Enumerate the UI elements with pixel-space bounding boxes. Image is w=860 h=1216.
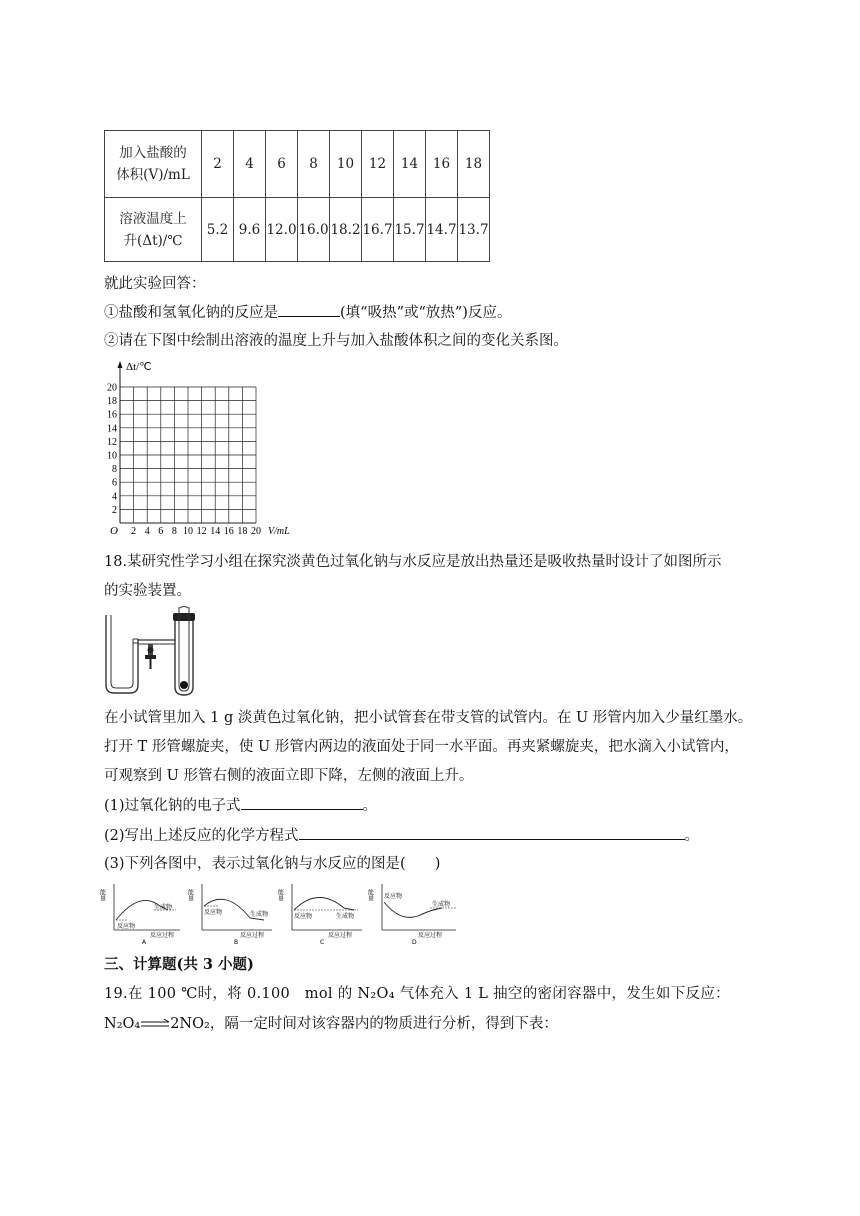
table-cell: 16.0: [298, 198, 330, 262]
x-tick-label: 18: [237, 526, 248, 537]
svg-text:反应过程: 反应过程: [240, 932, 265, 939]
question-18-line1: 18.某研究性学习小组在探究淡黄色过氧化钠与水反应是放出热量还是吸收热量时设计了如图所示: [104, 554, 722, 570]
answer-blank[interactable]: [241, 795, 363, 810]
svg-text:反应物: 反应物: [204, 909, 223, 916]
table-cell: 16.7: [362, 198, 394, 262]
svg-text:生成物: 生成物: [336, 913, 355, 920]
svg-text:生成物: 生成物: [250, 911, 269, 918]
answer-blank[interactable]: [278, 302, 340, 317]
row-header: 溶液温度上 升(Δt)/℃: [105, 198, 202, 262]
table-cell: 5.2: [202, 198, 234, 262]
x-tick-label: 16: [223, 526, 234, 537]
svg-text:D: D: [412, 939, 417, 946]
y-tick-label: 10: [107, 450, 117, 462]
energy-diagram-a: [99, 884, 181, 946]
x-tick-labels: [131, 526, 261, 537]
svg-text:反应过程: 反应过程: [418, 932, 443, 939]
apparatus-diagram: [102, 607, 202, 699]
y-axis-arrow: [118, 361, 123, 368]
table-cell: 8: [298, 131, 330, 198]
section-title: 三、计算题(共 3 小题): [104, 956, 254, 973]
intro-text: 就此实验回答：: [104, 276, 206, 292]
data-table: [104, 130, 490, 262]
svg-text:反应过程: 反应过程: [150, 932, 175, 939]
y-tick-labels: [107, 383, 117, 516]
y-tick-label: 8: [112, 464, 117, 476]
table-cell: 4: [234, 131, 266, 198]
y-tick-label: 16: [107, 409, 117, 421]
question-2: ②请在下图中绘制出溶液的温度上升与加入盐酸体积之间的变化关系图。: [104, 333, 568, 349]
question-19-line1: 19.在 100 ℃时，将 0.100 mol 的 N₂O₄ 气体充入 1 L 抽空的密闭容器中，发生如下反应：: [104, 986, 730, 1002]
table-row: [105, 131, 490, 198]
subquestion-3: (3)下列各图中，表示过氧化钠与水反应的图是( ): [104, 856, 441, 872]
x-tick-label: 8: [171, 526, 177, 537]
energy-diagram-c: [277, 884, 363, 946]
y-tick-label: 18: [107, 396, 117, 408]
svg-text:生成物: 生成物: [432, 901, 451, 908]
paragraph-line2: 打开 T 形管螺旋夹，使 U 形管内两边的液面处于同一水平面。再夹紧螺旋夹，把水滴入小试管内，: [104, 739, 739, 755]
subquestion-2: (2)写出上述反应的化学方程式 。: [104, 825, 699, 846]
svg-text:生成物: 生成物: [154, 904, 173, 911]
svg-text:反应物: 反应物: [117, 923, 136, 930]
x-tick-label: 20: [251, 526, 261, 537]
x-tick-label: 10: [183, 526, 193, 537]
svg-text:能量: 能量: [186, 889, 194, 901]
paragraph-line3: 可观察到 U 形管右侧的液面立即下降，左侧的液面上升。: [104, 768, 474, 784]
y-axis-label: Δt/℃: [126, 361, 152, 373]
question-19-line2: N₂O₄ 2NO₂，隔一定时间对该容器内的物质进行分析，得到下表：: [104, 1016, 558, 1032]
table-cell: 16: [426, 131, 458, 198]
svg-text:B: B: [234, 939, 239, 946]
table-cell: 15.7: [394, 198, 426, 262]
y-tick-label: 6: [112, 477, 117, 489]
y-tick-label: 12: [107, 436, 117, 448]
table-cell: 6: [266, 131, 298, 198]
svg-text:能量: 能量: [366, 889, 374, 901]
svg-text:反应物: 反应物: [384, 893, 403, 900]
y-tick-label: 14: [107, 423, 117, 435]
grid-lines: [120, 387, 256, 523]
x-tick-label: 4: [144, 526, 150, 537]
row-header: 加入盐酸的 体积(V)/mL: [105, 131, 202, 198]
table-cell: 10: [330, 131, 362, 198]
question-18-line2: 的实验装置。: [104, 583, 191, 599]
table-cell: 14: [394, 131, 426, 198]
temperature-grid: [100, 358, 310, 538]
x-axis-label: V/mL: [268, 526, 290, 537]
y-tick-label: 20: [107, 382, 117, 394]
equilibrium-arrow-icon: [140, 1018, 170, 1030]
y-tick-label: 4: [112, 491, 117, 503]
svg-text:C: C: [320, 939, 325, 946]
svg-text:反应物: 反应物: [294, 913, 313, 920]
table-cell: 18.2: [330, 198, 362, 262]
table-cell: 13.7: [458, 198, 490, 262]
svg-text:能量: 能量: [98, 889, 106, 901]
table-cell: 12: [362, 131, 394, 198]
energy-diagram-b: [187, 884, 273, 946]
x-tick-label: 14: [210, 526, 221, 537]
x-tick-label: 12: [196, 526, 207, 537]
svg-text:A: A: [142, 939, 147, 946]
x-tick-label: 2: [131, 526, 137, 537]
answer-blank[interactable]: [299, 825, 685, 840]
energy-diagram-d: [367, 884, 457, 946]
table-row: [105, 198, 490, 262]
energy-diagrams: [100, 880, 470, 948]
table-cell: 9.6: [234, 198, 266, 262]
subquestion-1: (1)过氧化钠的电子式 。: [104, 795, 377, 816]
table-cell: 14.7: [426, 198, 458, 262]
table-cell: 18: [458, 131, 490, 198]
y-tick-label: 2: [112, 504, 117, 516]
table-cell: 12.0: [266, 198, 298, 262]
svg-text:反应过程: 反应过程: [328, 932, 353, 939]
paragraph-line1: 在小试管里加入 1 g 淡黄色过氧化钠，把小试管套在带支管的试管内。在 U 形管内加入少量红墨水。: [104, 710, 753, 726]
origin-label: O: [110, 525, 118, 537]
x-tick-label: 6: [158, 526, 164, 537]
question-1: ①盐酸和氢氧化钠的反应是 (填“吸热”或“放热”)反应。: [104, 302, 511, 323]
table-cell: 2: [202, 131, 234, 198]
svg-text:能量: 能量: [276, 889, 284, 901]
